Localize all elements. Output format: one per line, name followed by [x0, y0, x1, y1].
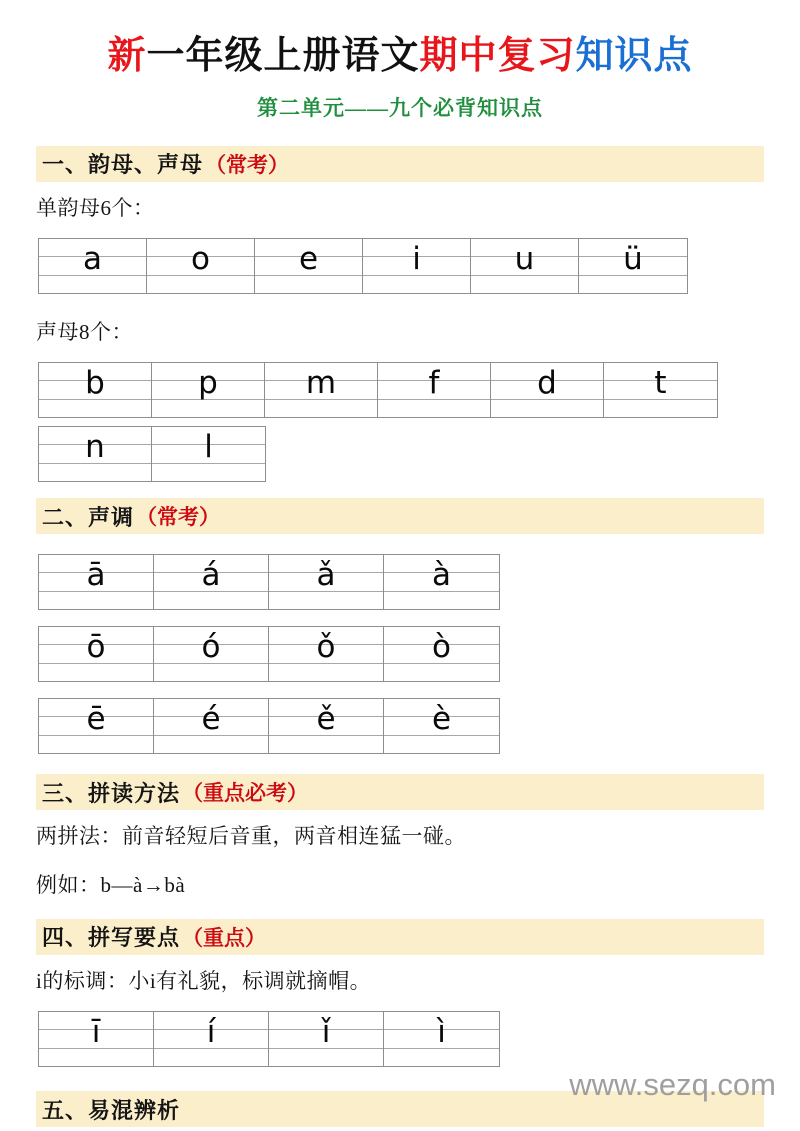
pinyin-glyph: ā — [86, 557, 106, 594]
section-banner-2 — [36, 498, 764, 534]
pinyin-glyph: ì — [437, 1014, 446, 1051]
pinyin-glyph: e — [298, 240, 319, 277]
grid-cell — [269, 555, 384, 609]
title-segment-2: 一年级上册语文 — [146, 35, 420, 77]
pinyin-glyph: l — [204, 429, 213, 466]
consonant-grid-row1 — [38, 362, 718, 418]
grid-cell — [579, 239, 687, 293]
section-note-4: （重点） — [182, 925, 267, 950]
grid-cell — [255, 239, 363, 293]
pinyin-glyph: ǒ — [316, 629, 336, 666]
pinyin-glyph: n — [85, 429, 105, 466]
grid-cell — [363, 239, 471, 293]
pinyin-glyph: p — [198, 365, 218, 402]
grid-cell — [384, 1012, 499, 1066]
grid-cell — [39, 363, 152, 417]
grid-cell — [154, 555, 269, 609]
grid-cell — [378, 363, 491, 417]
pinyin-glyph: ē — [86, 701, 106, 738]
grid-cell — [384, 699, 499, 753]
pinyin-glyph: a — [83, 240, 102, 277]
grid-cell — [147, 239, 255, 293]
grid-cell — [384, 555, 499, 609]
grid-cell — [154, 627, 269, 681]
i-tone-rule-text: i的标调：小i有礼貌，标调就摘帽。 — [36, 968, 372, 993]
pinyin-glyph: ò — [432, 629, 451, 666]
grid-cell — [471, 239, 579, 293]
section-banner-1 — [36, 146, 764, 182]
grid-cell — [265, 363, 378, 417]
section-heading-4: 四、拼写要点 — [42, 925, 181, 951]
pinyin-glyph: o — [191, 240, 210, 277]
title-segment-4: 知识点 — [575, 35, 693, 77]
pinyin-glyph: ǐ — [321, 1014, 331, 1051]
consonant-grid-row2 — [38, 426, 266, 482]
pinyin-glyph: é — [201, 701, 221, 738]
pinyin-glyph: á — [201, 557, 221, 594]
title-segment-1: 新 — [107, 35, 147, 77]
section-note-2: （常考） — [136, 505, 221, 530]
grid-cell — [491, 363, 604, 417]
grid-cell — [269, 699, 384, 753]
page-title — [0, 0, 800, 80]
pinyin-glyph: ō — [86, 629, 106, 666]
pinyin-glyph: ü — [623, 240, 643, 277]
section-banner-3 — [36, 774, 764, 810]
site-watermark: www.sezq.com — [569, 1067, 776, 1102]
pinyin-glyph: ě — [316, 701, 336, 738]
pinyin-glyph: ī — [91, 1014, 101, 1051]
vowel-grid — [38, 238, 688, 294]
pinyin-glyph: t — [654, 365, 667, 402]
pinyin-glyph: b — [85, 365, 105, 402]
tone-grid-o — [38, 626, 500, 682]
grid-cell — [39, 239, 147, 293]
grid-cell — [269, 627, 384, 681]
pinyin-example-text: 例如：b—à→bà — [36, 872, 186, 897]
section-heading-2: 二、声调 — [42, 504, 135, 530]
pinyin-rule-text: 两拼法：前音轻短后音重，两音相连猛一碰。 — [36, 824, 466, 849]
grid-cell — [39, 627, 154, 681]
grid-cell — [154, 699, 269, 753]
pinyin-glyph: u — [514, 240, 535, 277]
section-heading-1: 一、韵母、声母 — [42, 152, 204, 178]
pinyin-glyph: m — [305, 365, 337, 402]
pinyin-glyph: í — [206, 1014, 216, 1051]
tone-grid-e — [38, 698, 500, 754]
grid-cell — [39, 427, 152, 481]
grid-cell — [152, 363, 265, 417]
section-heading-3: 三、拼读方法 — [42, 780, 181, 806]
consonants-label: 声母8个： — [36, 319, 133, 344]
grid-cell — [39, 699, 154, 753]
grid-cell — [39, 555, 154, 609]
grid-cell — [384, 627, 499, 681]
grid-cell — [152, 427, 265, 481]
section-banner-4 — [36, 919, 764, 955]
grid-cell — [39, 1012, 154, 1066]
tone-grid-a — [38, 554, 500, 610]
section-note-1: （常考） — [205, 152, 290, 177]
pinyin-glyph: è — [431, 701, 452, 738]
pinyin-glyph: i — [412, 240, 421, 277]
pinyin-glyph: à — [432, 557, 451, 594]
section-heading-5: 五、易混辨析 — [42, 1097, 181, 1123]
vowels-label: 单韵母6个： — [36, 195, 155, 220]
section-banner-5 — [36, 1091, 764, 1127]
grid-cell — [604, 363, 717, 417]
pinyin-glyph: ó — [201, 629, 221, 666]
page-subtitle: 第二单元——九个必背知识点 — [257, 95, 543, 120]
grid-cell — [154, 1012, 269, 1066]
grid-cell — [269, 1012, 384, 1066]
title-segment-3: 期中复习 — [419, 35, 576, 77]
pinyin-glyph: f — [428, 365, 440, 402]
i-tone-grid — [38, 1011, 500, 1067]
pinyin-glyph: d — [537, 365, 557, 402]
section-note-3: （重点必考） — [182, 781, 309, 806]
pinyin-glyph: ǎ — [316, 557, 336, 594]
